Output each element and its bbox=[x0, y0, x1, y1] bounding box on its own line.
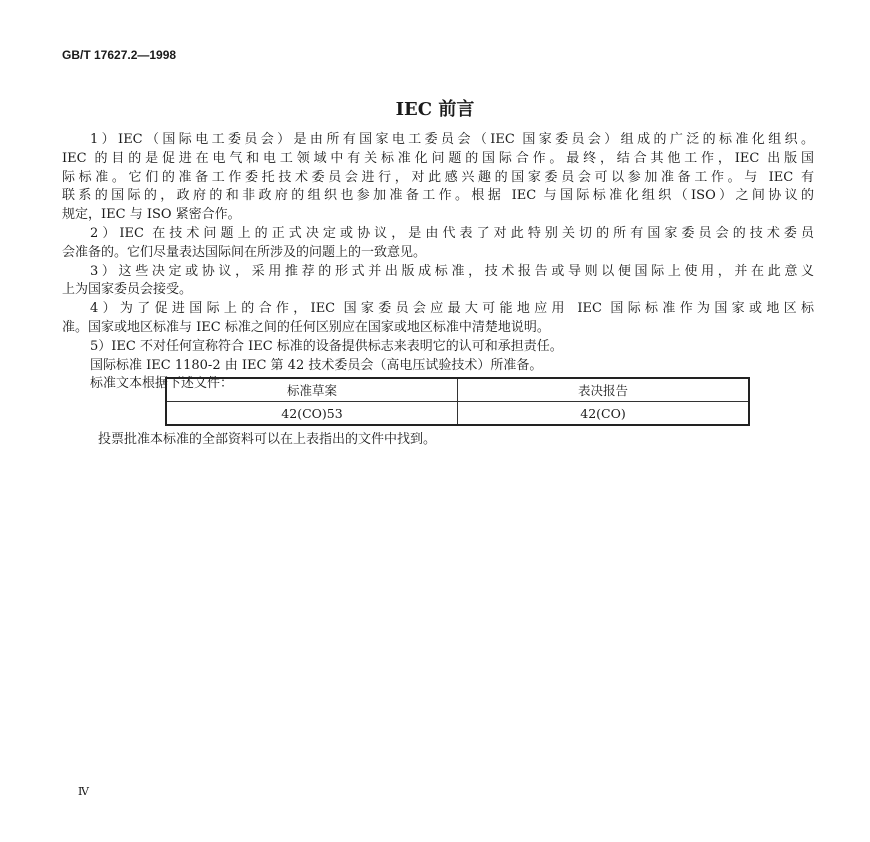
table-header-row bbox=[166, 378, 749, 402]
text-line: 规定，IEC 与 ISO 紧密合作。 bbox=[62, 207, 241, 223]
source-documents-table bbox=[165, 377, 750, 426]
foreword-body bbox=[62, 131, 814, 394]
table-header-cell: 标准草案 bbox=[166, 378, 458, 402]
text-line: IEC 的目的是促进在电气和电工领域中有关标准化问题的国际合作。最终，结合其他工作，IEC 出版国 bbox=[62, 150, 814, 166]
text-line: 准。国家或地区标准与 IEC 标准之间的任何区别应在国家或地区标准中清楚地说明。 bbox=[62, 319, 550, 335]
page-number: Ⅳ bbox=[78, 785, 89, 798]
table-header-cell: 表决报告 bbox=[458, 378, 750, 402]
table-row bbox=[166, 402, 749, 426]
text-line: 3）这些决定或协议，采用推荐的形式并出版成标准，技术报告或导则以便国际上使用，并在此意义 bbox=[90, 263, 814, 279]
text-line: 4）为了促进国际上的合作，IEC 国家委员会应最大可能地应用 IEC 国际标准作为国家或地区标 bbox=[90, 301, 814, 317]
text-line: 国际标准 IEC 1180-2 由 IEC 第 42 技术委员会（高电压试验技术）所准备。 bbox=[90, 357, 543, 373]
text-line: 际标准。它们的准备工作委托技术委员会进行，对此感兴趣的国家委员会可以参加准备工作。与 IEC 有 bbox=[62, 169, 814, 185]
text-line: 会准备的。它们尽量表达国际间在所涉及的问题上的一致意见。 bbox=[62, 244, 427, 260]
text-line: 上为国家委员会接受。 bbox=[62, 282, 193, 298]
table-cell: 42(CO) bbox=[458, 402, 750, 426]
table-cell: 42(CO)53 bbox=[166, 402, 458, 426]
document-header: GB/T 17627.2—1998 bbox=[62, 48, 177, 62]
text-line: 1）IEC（国际电工委员会）是由所有国家电工委员会（IEC 国家委员会）组成的广泛的标准化组织。 bbox=[90, 132, 814, 147]
text-line: 5）IEC 不对任何宣称符合 IEC 标准的设备提供标志来表明它的认可和承担责任。 bbox=[90, 338, 563, 354]
closing-note: 投票批准本标准的全部资料可以在上表指出的文件中找到。 bbox=[98, 432, 437, 447]
text-line: 2）IEC 在技术问题上的正式决定或协议，是由代表了对此特别关切的所有国家委员会的技术委员 bbox=[90, 225, 814, 241]
page-title: IEC 前言 bbox=[395, 99, 475, 120]
text-line: 标准文本根据下述文件： bbox=[90, 376, 234, 392]
text-line: 联系的国际的，政府的和非政府的组织也参加准备工作。根据 IEC 与国际标准化组织（ISO）之间协议的 bbox=[62, 188, 814, 204]
